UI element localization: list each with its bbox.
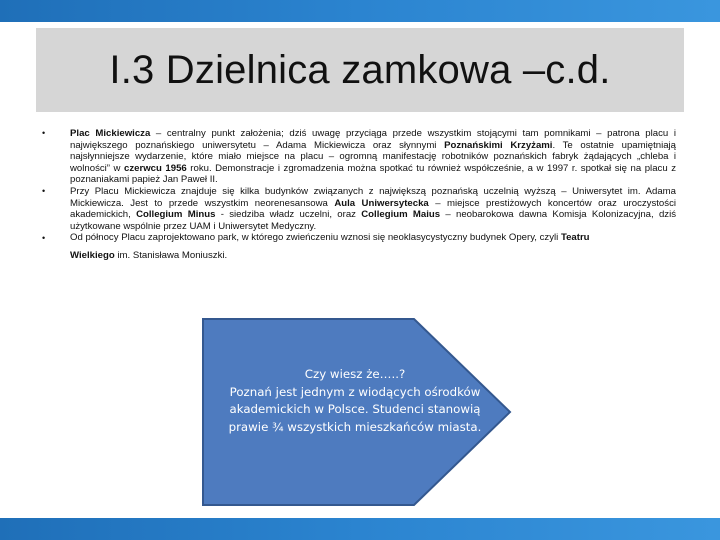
bullet-dot: • <box>42 233 46 244</box>
callout-line: akademickich w Polsce. Studenci stanowią <box>229 402 481 416</box>
callout-line: Czy wiesz że…..? <box>304 367 406 381</box>
bullet-list <box>36 128 676 262</box>
bold-phrase: Plac Mickiewicza <box>70 128 151 139</box>
text-run: im. Stanisława Moniuszki. <box>114 250 228 262</box>
title-band <box>36 28 684 112</box>
callout-line: prawie ¾ wszystkich mieszkańców miasta. <box>228 419 482 434</box>
callout-text <box>210 366 500 436</box>
text-run: Od północy Placu zaprojektowano park, w którego zwieńczeniu wznosi się neoklasycystyczny budynek Opery, czyli <box>70 232 561 244</box>
text-run: – centralny punkt założenia; dziś uwagę przyciąga przede wszystkim stojącymi tam pomnikami – patrona placu i największego poznańskiego uniwersytetu – Adama Mickiewicza oraz słynnymi <box>70 128 676 151</box>
paragraph-text <box>70 232 676 262</box>
text-run: – miejsce prestiżowych koncertów oraz uroczystości akademickich, <box>70 197 676 221</box>
text-run: – neobarokowa dawna Komisja Kolonizacyjna, dziś użytkowane wspólnie przez UAM i Uniwersytet Medyczny. <box>70 209 677 232</box>
paragraph-text <box>70 128 676 185</box>
top-frame-bar <box>0 0 720 22</box>
bullet-dot: • <box>42 185 46 196</box>
bold-phrase: Poznańskimi Krzyżami <box>444 139 553 151</box>
slide-title: I.3 Dzielnica zamkowa –c.d. <box>109 47 611 92</box>
bullet-dot: • <box>42 128 46 138</box>
bold-phrase: Wielkiego <box>70 250 115 262</box>
paragraph-tail <box>70 250 676 262</box>
text-run: . Te ostatnie upamiętniają najsłynniejsze wydarzenie, które miało miejsce na placu – ogromną manifestację robotników poznańskich fabryk żądających „chleba i wolności” w <box>70 139 677 174</box>
bold-phrase: Collegium Minus <box>136 209 216 221</box>
bullet-item-plac <box>36 128 676 186</box>
bullet-item-uniwersytet <box>36 186 676 232</box>
bottom-frame-bar <box>0 518 720 540</box>
text-run: roku. Demonstracje i zgromadzenia można spotkać tu również współcześnie, a w 1997 r. spotkał się na placu z poznaniakami papież Jan Paweł II. <box>70 162 676 186</box>
paragraph-text <box>70 186 676 232</box>
bold-phrase: czerwcu 1956 <box>124 162 187 174</box>
bullet-item-opera <box>36 232 676 262</box>
text-run: Przy Placu Mickiewicza znajduje się kilka budynków związanych z największą poznańską uczelnią wyższą – Uniwersytet im. Adama Mickiewicza. Jest to przede wszystkim neorenesansowa <box>70 185 676 209</box>
bold-phrase: Collegium Maius <box>361 209 441 221</box>
text-run: - siedziba władz uczelni, oraz <box>215 209 362 221</box>
bold-phrase: Aula Uniwersytecka <box>334 197 429 209</box>
callout-line: Poznań jest jednym z wiodących ośrodków <box>229 384 481 399</box>
bold-phrase: Teatru <box>560 232 590 244</box>
